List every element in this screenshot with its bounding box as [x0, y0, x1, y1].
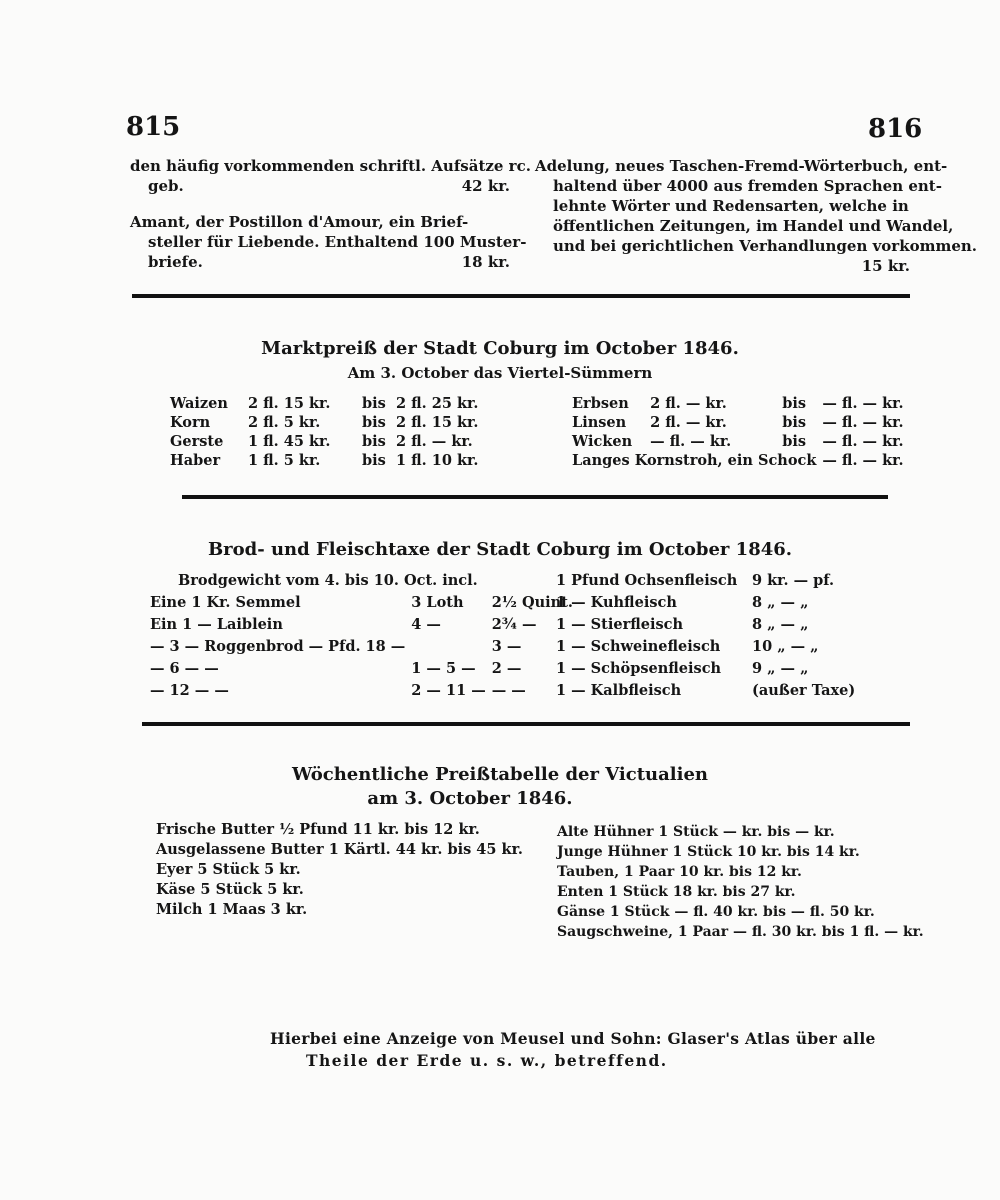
- bread-item: — 12 — —: [150, 682, 229, 699]
- price-to: 2 fl. 25 kr.: [396, 395, 479, 412]
- table-row: [150, 636, 579, 658]
- bread-weight: 2 — 11 —: [411, 682, 486, 699]
- price-to: — fl. — kr.: [822, 433, 904, 450]
- weekly-title: Wöchentliche Preißtabelle der Victualien: [291, 764, 708, 785]
- entry-line: haltend über 4000 aus fremden Sprachen ent-: [553, 177, 942, 195]
- entry-1: [130, 156, 531, 196]
- item-name: Langes Kornstroh, ein Schock: [572, 452, 817, 469]
- list-item: Milch 1 Maas 3 kr.: [156, 901, 308, 918]
- bis-label: bis: [782, 395, 807, 412]
- price-to: 1 fl. 10 kr.: [396, 452, 479, 469]
- price-from: 2 fl. 5 kr.: [248, 414, 321, 431]
- meat-item: 1 Pfund Ochsenfleisch: [556, 572, 738, 589]
- price-from: 1 fl. 5 kr.: [248, 452, 321, 469]
- bis-label: bis: [362, 395, 386, 412]
- bis-label: bis: [362, 452, 386, 469]
- entry-line: geb.: [148, 177, 184, 195]
- list-item: Alte Hühner 1 Stück — kr. bis — kr.: [557, 824, 835, 840]
- table-row: [170, 451, 484, 470]
- entry-price: 42 kr.: [461, 177, 510, 195]
- meat-table: [556, 570, 861, 702]
- price-to: 2 fl. 15 kr.: [396, 414, 479, 431]
- meat-item: 1 — Kuhfleisch: [556, 594, 677, 611]
- top-right-column: [535, 156, 978, 276]
- table-row: [150, 658, 579, 680]
- bread-header: Brodgewicht vom 4. bis 10. Oct. incl.: [178, 572, 478, 589]
- bread-table: [150, 570, 579, 702]
- table-row: [572, 451, 910, 470]
- bread-item: — 6 — —: [150, 660, 219, 677]
- meat-item: 1 — Stierfleisch: [556, 616, 684, 633]
- market-table-left: [170, 394, 484, 470]
- weekly-right-list: [557, 822, 924, 942]
- meat-item: 1 — Schweinefleisch: [556, 638, 721, 655]
- table-row: [170, 432, 484, 451]
- list-item: Junge Hühner 1 Stück 10 kr. bis 14 kr.: [557, 844, 860, 860]
- page-number-left: 815: [126, 112, 181, 142]
- bread-quint: 2½ Quint.: [491, 594, 573, 611]
- bis-label: bis: [362, 414, 386, 431]
- table-row: [572, 432, 910, 451]
- list-item: Ausgelassene Butter 1 Kärtl. 44 kr. bis 45 kr.: [156, 841, 523, 858]
- bis-label: bis: [362, 433, 386, 450]
- list-item: Tauben, 1 Paar 10 kr. bis 12 kr.: [557, 864, 802, 880]
- price-from: 2 fl. — kr.: [650, 414, 727, 431]
- item-name: Wicken: [572, 433, 633, 450]
- entry-line: Amant, der Postillon d'Amour, ein Brief-: [130, 213, 469, 231]
- price-to: — fl. — kr.: [822, 395, 904, 412]
- entry-line: Adelung, neues Taschen-Fremd-Wörterbuch, ent-: [535, 157, 948, 175]
- bread-weight: [411, 636, 491, 658]
- table-row: [150, 592, 579, 614]
- notice-line-1: Hierbei eine Anzeige von Meusel und Sohn: Glaser's Atlas über alle: [270, 1029, 876, 1048]
- item-name: Erbsen: [572, 395, 629, 412]
- table-row: [556, 658, 861, 680]
- bread-weight: 3 Loth: [411, 594, 464, 611]
- bread-item: — 3 — Roggenbrod — Pfd. 18 —: [150, 638, 406, 655]
- table-row: [572, 394, 910, 413]
- meat-price: 8 „ — „: [752, 616, 809, 633]
- bread-quint: 2 —: [491, 660, 522, 677]
- price-to: — fl. — kr.: [822, 414, 904, 431]
- list-item: Enten 1 Stück 18 kr. bis 27 kr.: [557, 884, 796, 900]
- bread-quint: 2¾ —: [491, 616, 537, 633]
- table-row: [170, 394, 484, 413]
- meat-item: 1 — Kalbfleisch: [556, 682, 682, 699]
- top-left-column: [130, 156, 531, 272]
- entry-line: den häufig vorkommenden schriftl. Aufsätze rc.: [130, 157, 531, 175]
- entry-2: [130, 212, 527, 272]
- list-item: Frische Butter ½ Pfund 11 kr. bis 12 kr.: [156, 821, 480, 838]
- entry-line: und bei gerichtlichen Verhandlungen vorkommen.: [553, 237, 978, 255]
- list-item: Käse 5 Stück 5 kr.: [156, 881, 304, 898]
- weekly-subtitle: am 3. October 1846.: [367, 788, 573, 809]
- bread-quint: 3 —: [491, 638, 522, 655]
- bis-label: bis: [782, 414, 807, 431]
- table-row: [556, 570, 861, 592]
- table-row: [556, 614, 861, 636]
- meat-price: 10 „ — „: [752, 638, 819, 655]
- table-row: [150, 680, 579, 702]
- table-row: [556, 680, 861, 702]
- entry-line: steller für Liebende. Enthaltend 100 Muster-: [148, 233, 527, 251]
- bis-label: bis: [782, 433, 807, 450]
- meat-item: 1 — Schöpsenfleisch: [556, 660, 722, 677]
- entry-price: 15 kr.: [861, 257, 910, 275]
- list-item: Eyer 5 Stück 5 kr.: [156, 861, 301, 878]
- market-subtitle: Am 3. October das Viertel-Sümmern: [347, 364, 653, 382]
- bread-weight: 1 — 5 —: [411, 660, 476, 677]
- grain-name: Haber: [170, 452, 221, 469]
- market-table-right: [572, 394, 910, 470]
- grain-name: Waizen: [170, 395, 228, 412]
- table-row: [556, 592, 861, 614]
- bread-quint: — —: [491, 682, 526, 699]
- market-title: Marktpreiß der Stadt Coburg im October 1846.: [261, 338, 739, 359]
- price-from: — fl. — kr.: [650, 433, 732, 450]
- table-row: [572, 413, 910, 432]
- table-row: [556, 636, 861, 658]
- entry-price: 18 kr.: [461, 253, 510, 271]
- entry-line: briefe.: [148, 253, 203, 271]
- bread-title: Brod- und Fleischtaxe der Stadt Coburg im October 1846.: [207, 539, 793, 560]
- price-from: 2 fl. — kr.: [650, 395, 727, 412]
- bread-item: Eine 1 Kr. Semmel: [150, 594, 301, 611]
- section-divider: [142, 722, 910, 726]
- price-from: 1 fl. 45 kr.: [248, 433, 331, 450]
- entry-line: lehnte Wörter und Redensarten, welche in: [553, 197, 909, 215]
- price-to: 2 fl. — kr.: [396, 433, 473, 450]
- table-row: [170, 413, 484, 432]
- bread-item: Ein 1 — Laiblein: [150, 616, 283, 633]
- bread-weight: 4 —: [411, 616, 441, 633]
- meat-price: 9 „ — „: [752, 660, 809, 677]
- meat-price: 9 kr. — pf.: [752, 572, 835, 589]
- grain-name: Gerste: [170, 433, 224, 450]
- section-divider: [182, 495, 888, 499]
- weekly-left-list: [156, 820, 523, 920]
- entry-line: öffentlichen Zeitungen, im Handel und Wandel,: [553, 217, 954, 235]
- section-divider: [132, 294, 910, 298]
- notice-line-2: Theile der Erde u. s. w., betreffend.: [306, 1051, 668, 1070]
- meat-price: (außer Taxe): [752, 682, 856, 699]
- grain-name: Korn: [170, 414, 211, 431]
- item-name: Linsen: [572, 414, 627, 431]
- price-from: 2 fl. 15 kr.: [248, 395, 331, 412]
- table-row: [150, 614, 579, 636]
- price-to: — fl. — kr.: [822, 452, 904, 469]
- list-item: Saugschweine, 1 Paar — fl. 30 kr. bis 1 fl. — kr.: [557, 924, 924, 940]
- page-number-right: 816: [868, 114, 923, 144]
- list-item: Gänse 1 Stück — fl. 40 kr. bis — fl. 50 kr.: [557, 904, 875, 920]
- meat-price: 8 „ — „: [752, 594, 809, 611]
